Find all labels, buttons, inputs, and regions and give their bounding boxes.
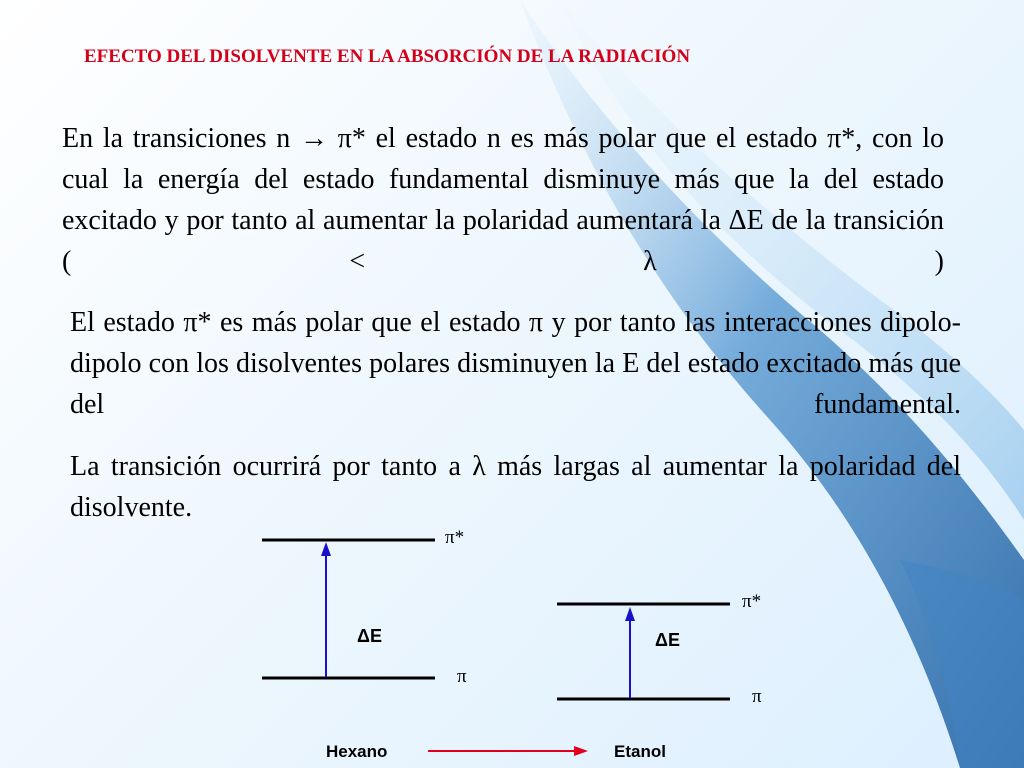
hexano-arrow-head (321, 542, 331, 556)
hexano-pi-star-label: π* (445, 527, 465, 548)
paragraph-1: En la transiciones n → π* el estado n es más polar que el estado π*, con lo cual la energía del estado fundamental disminuye más que la del estado excitado y por tanto al aumentar la polaridad aumentará la ΔE de la transición ( < λ ) (62, 123, 944, 277)
hexano-label: Hexano (326, 742, 388, 761)
etanol-delta-e-label: ΔE (655, 630, 680, 650)
etanol-arrow-head (625, 607, 635, 621)
etanol-pi-label: π (752, 686, 762, 707)
etanol-pi-star-label: π* (742, 591, 762, 612)
paragraph-3: La transición ocurrirá por tanto a λ más largas al aumentar la polaridad del disolvente. (70, 451, 961, 523)
hexano-pi-label: π (457, 666, 467, 687)
solvent-arrow-head (574, 746, 588, 756)
slide-title: EFECTO DEL DISOLVENTE EN LA ABSORCIÓN DE LA RADIACIÓN (84, 46, 691, 67)
hexano-delta-e-label: ΔE (357, 626, 382, 646)
etanol-label: Etanol (614, 742, 666, 761)
paragraph-2: El estado π* es más polar que el estado π y por tanto las interacciones dipolo-dipolo con los disolventes polares disminuyen la E del estado excitado más que del fundamental. (70, 307, 961, 420)
